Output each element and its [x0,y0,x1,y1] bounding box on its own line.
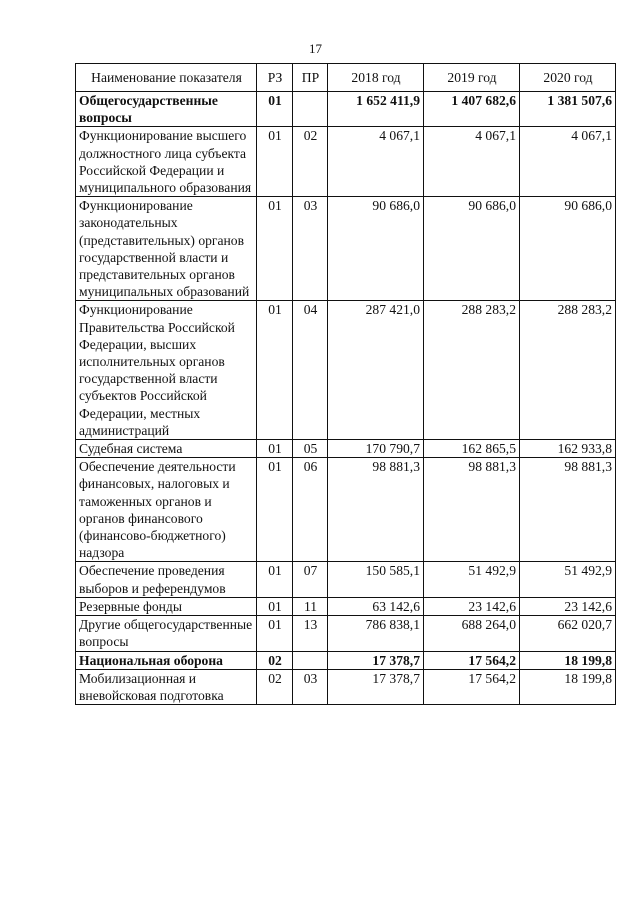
cell-2018: 17 378,7 [328,651,424,669]
cell-rz: 01 [257,127,293,197]
budget-table [75,63,616,705]
cell-2018: 287 421,0 [328,301,424,440]
cell-2019: 1 407 682,6 [424,92,520,127]
cell-2018: 150 585,1 [328,562,424,597]
table-row [76,616,616,651]
cell-pr: 06 [293,458,328,562]
table-row [76,440,616,458]
header-rz: РЗ [257,64,293,92]
cell-2019: 51 492,9 [424,562,520,597]
cell-2020: 98 881,3 [520,458,616,562]
cell-2020: 18 199,8 [520,669,616,704]
cell-2019: 23 142,6 [424,597,520,615]
cell-pr: 05 [293,440,328,458]
cell-pr [293,92,328,127]
cell-rz: 01 [257,616,293,651]
cell-rz: 01 [257,92,293,127]
header-2019: 2019 год [424,64,520,92]
cell-2019: 90 686,0 [424,197,520,301]
cell-rz: 01 [257,197,293,301]
cell-pr: 03 [293,669,328,704]
cell-rz: 01 [257,597,293,615]
cell-name: Мобилизационная и вневойсковая подготовка [76,669,257,704]
cell-2018: 98 881,3 [328,458,424,562]
cell-2020: 4 067,1 [520,127,616,197]
table-row [76,562,616,597]
table-row [76,301,616,440]
cell-name: Судебная система [76,440,257,458]
cell-2019: 17 564,2 [424,651,520,669]
cell-name: Функционирование законодательных (представительных) органов государственной власти и представительных органов муниципальных образований [76,197,257,301]
table-row [76,458,616,562]
cell-2019: 288 283,2 [424,301,520,440]
cell-name: Резервные фонды [76,597,257,615]
table-row [76,92,616,127]
cell-rz: 01 [257,458,293,562]
cell-2018: 17 378,7 [328,669,424,704]
cell-2019: 688 264,0 [424,616,520,651]
cell-rz: 02 [257,651,293,669]
cell-2020: 662 020,7 [520,616,616,651]
cell-name: Обеспечение деятельности финансовых, налоговых и таможенных органов и органов финансового (финансово-бюджетного) надзора [76,458,257,562]
cell-pr: 13 [293,616,328,651]
cell-2018: 1 652 411,9 [328,92,424,127]
header-name: Наименование показателя [76,64,257,92]
cell-name: Функционирование Правительства Российской Федерации, высших исполнительных органов государственной власти субъектов Российской Федерации, местных администраций [76,301,257,440]
table-row [76,651,616,669]
table-row [76,597,616,615]
cell-name: Обеспечение проведения выборов и референдумов [76,562,257,597]
cell-2020: 90 686,0 [520,197,616,301]
cell-rz: 02 [257,669,293,704]
table-row [76,197,616,301]
cell-rz: 01 [257,562,293,597]
table-row [76,127,616,197]
table-row [76,669,616,704]
cell-2018: 170 790,7 [328,440,424,458]
cell-2020: 162 933,8 [520,440,616,458]
cell-2019: 4 067,1 [424,127,520,197]
cell-2018: 90 686,0 [328,197,424,301]
cell-2019: 162 865,5 [424,440,520,458]
table-body [76,92,616,705]
cell-pr: 11 [293,597,328,615]
header-2018: 2018 год [328,64,424,92]
header-pr: ПР [293,64,328,92]
cell-pr: 03 [293,197,328,301]
cell-name: Другие общегосударственные вопросы [76,616,257,651]
cell-2020: 288 283,2 [520,301,616,440]
cell-name: Национальная оборона [76,651,257,669]
cell-2020: 23 142,6 [520,597,616,615]
cell-rz: 01 [257,301,293,440]
cell-2019: 17 564,2 [424,669,520,704]
cell-pr: 02 [293,127,328,197]
cell-pr [293,651,328,669]
cell-pr: 04 [293,301,328,440]
cell-2018: 4 067,1 [328,127,424,197]
cell-rz: 01 [257,440,293,458]
cell-2019: 98 881,3 [424,458,520,562]
cell-2020: 18 199,8 [520,651,616,669]
page-number: 17 [309,41,322,56]
cell-2018: 63 142,6 [328,597,424,615]
header-2020: 2020 год [520,64,616,92]
cell-pr: 07 [293,562,328,597]
header-row [76,64,616,92]
cell-2020: 1 381 507,6 [520,92,616,127]
cell-2020: 51 492,9 [520,562,616,597]
cell-name: Общегосударственные вопросы [76,92,257,127]
cell-name: Функционирование высшего должностного лица субъекта Российской Федерации и муниципального образования [76,127,257,197]
cell-2018: 786 838,1 [328,616,424,651]
